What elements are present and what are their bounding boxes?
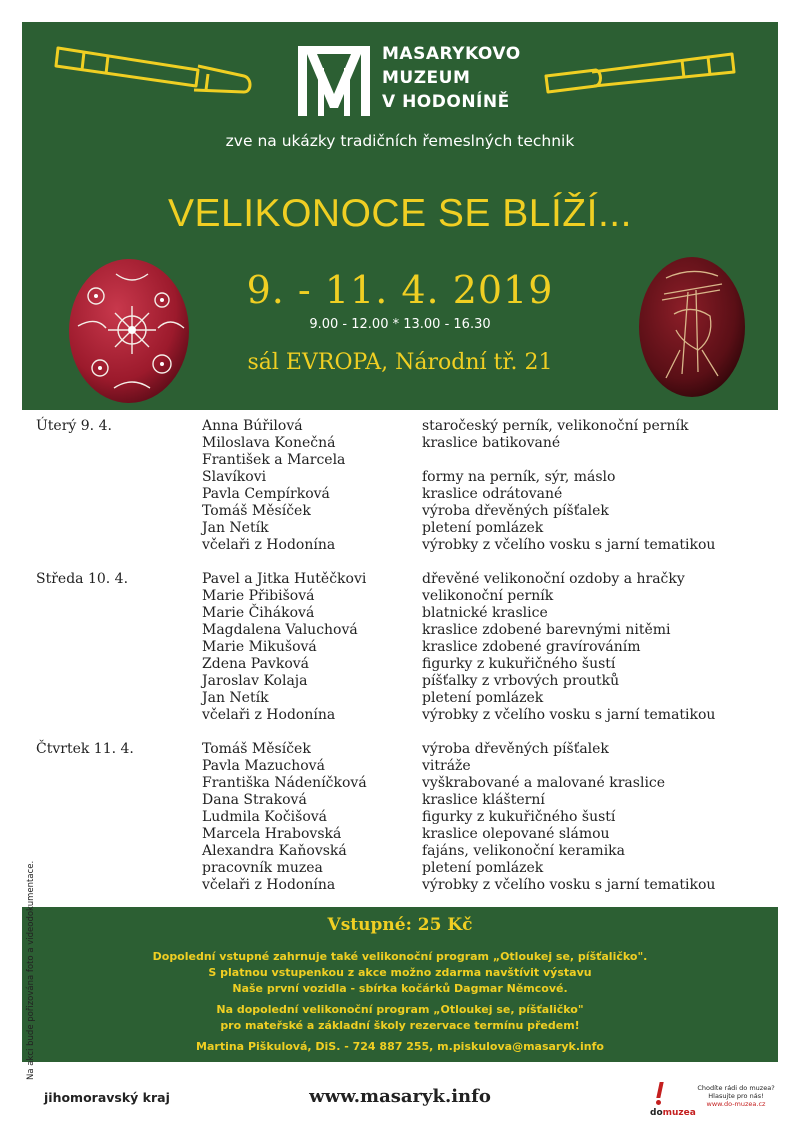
artisan-name: Jan Netík — [202, 520, 269, 536]
program-note — [22, 949, 778, 997]
craft-description: výroba dřevěných píšťalek — [422, 503, 609, 519]
artisan-name: Alexandra Kaňovská — [202, 843, 347, 859]
table-row — [22, 741, 778, 758]
table-row — [22, 452, 778, 469]
table-row — [22, 588, 778, 605]
event-venue: sál EVROPA, Národní tř. 21 — [247, 350, 553, 375]
event-hours: 9.00 - 12.00 * 13.00 - 16.30 — [309, 317, 491, 332]
artisan-name: Marie Čiháková — [202, 605, 315, 621]
table-row — [22, 418, 778, 435]
program-note-line-3: Naše první vozidla - sbírka kočárků Dagmar Němcové. — [232, 982, 568, 995]
artisan-name: Marcela Hrabovská — [202, 826, 342, 842]
table-row — [22, 877, 778, 894]
artisan-name: Ludmila Kočišová — [202, 809, 328, 825]
event-title: VELIKONOCE SE BLÍŽÍ... — [168, 192, 632, 235]
table-row — [22, 758, 778, 775]
craft-description: pletení pomlázek — [422, 690, 544, 706]
table-row — [22, 537, 778, 554]
table-row — [22, 656, 778, 673]
craft-description: velikonoční perník — [422, 588, 554, 604]
craft-description: vitráže — [422, 758, 471, 774]
artisan-name: Jaroslav Kolaja — [202, 673, 308, 689]
table-row — [22, 843, 778, 860]
craft-description: kraslice olepované slámou — [422, 826, 610, 842]
table-row — [22, 571, 778, 588]
table-row — [22, 469, 778, 486]
craft-description: dřevěné velikonoční ozdoby a hračky — [422, 571, 685, 587]
artisan-name: Zdena Pavková — [202, 656, 310, 672]
museum-name-line-3: V HODONÍNĚ — [382, 92, 510, 112]
artisan-name: Marie Mikušová — [202, 639, 317, 655]
do-muzea-tagline — [696, 1084, 776, 1108]
do-muzea-tagline-line-1: Chodíte rádi do muzea? — [697, 1084, 775, 1092]
reservation-note — [22, 1002, 778, 1034]
craft-description: pletení pomlázek — [422, 860, 544, 876]
craft-description: výrobky z včelího vosku s jarní tematikou — [422, 877, 716, 893]
craft-description: kraslice klášterní — [422, 792, 545, 808]
table-row — [22, 486, 778, 503]
artisan-name: včelaři z Hodonína — [202, 707, 336, 723]
day-label: Středa 10. 4. — [36, 571, 129, 587]
do-muzea-logo-icon — [644, 1082, 704, 1110]
table-row — [22, 673, 778, 690]
invite-text: zve na ukázky tradičních řemeslných technik — [225, 132, 575, 150]
poster — [22, 22, 778, 1062]
decorated-egg-left-icon — [66, 256, 192, 406]
program-note-line-2: S platnou vstupenkou z akce možno zdarma navštívit výstavu — [208, 966, 592, 979]
museum-logo-icon — [294, 42, 374, 118]
artisan-name: včelaři z Hodonína — [202, 877, 336, 893]
table-row — [22, 520, 778, 537]
craft-description: pletení pomlázek — [422, 520, 544, 536]
artisan-name: pracovník muzea — [202, 860, 323, 876]
artisan-name: Slavíkovi — [202, 469, 267, 485]
schedule-day-thursday — [22, 741, 778, 894]
craft-description: kraslice batikované — [422, 435, 561, 451]
artisan-name: Magdalena Valuchová — [202, 622, 358, 638]
reservation-note-line-2: pro mateřské a základní školy rezervace termínu předem! — [220, 1019, 580, 1032]
contact-line: Martina Piškulová, DiS. - 724 887 255, m.piskulova@masaryk.info — [196, 1040, 604, 1053]
artisan-name: Františka Nádeníčková — [202, 775, 367, 791]
do-muzea-site[interactable]: www.do-muzea.cz — [706, 1100, 766, 1108]
artisan-name: František a Marcela — [202, 452, 346, 468]
craft-description: kraslice odrátované — [422, 486, 563, 502]
craft-description: vyškrabované a malované kraslice — [422, 775, 666, 791]
craft-description: formy na perník, sýr, máslo — [422, 469, 616, 485]
museum-name-line-1: MASARYKOVO — [382, 44, 521, 64]
artisan-name: včelaři z Hodonína — [202, 537, 336, 553]
craft-description: fajáns, velikonoční keramika — [422, 843, 625, 859]
schedule-day-wednesday — [22, 571, 778, 724]
schedule-table — [22, 410, 778, 907]
craft-description: píšťalky z vrbových proutků — [422, 673, 620, 689]
artisan-name: Miloslava Konečná — [202, 435, 336, 451]
schedule-day-tuesday — [22, 418, 778, 554]
craft-description: figurky z kukuřičného šustí — [422, 656, 616, 672]
artisan-name: Pavel a Jitka Hutěčkovi — [202, 571, 367, 587]
do-muzea-label — [650, 1108, 696, 1118]
table-row — [22, 435, 778, 452]
program-note-line-1: Dopolední vstupné zahrnuje také velikonoční program „Otloukej se, píšťaličko". — [152, 950, 648, 963]
craft-description: blatnické kraslice — [422, 605, 548, 621]
decorated-egg-right-icon — [636, 254, 748, 400]
craft-description: výrobky z včelího vosku s jarní tematikou — [422, 707, 716, 723]
artisan-name: Tomáš Měsíček — [202, 503, 311, 519]
reservation-note-line-1: Na dopolední velikonoční program „Otloukej se, píšťaličko" — [216, 1003, 584, 1016]
region-logo: jihomoravský kraj — [44, 1090, 170, 1105]
table-row — [22, 826, 778, 843]
museum-name — [382, 42, 521, 114]
artisan-name: Dana Straková — [202, 792, 307, 808]
artisan-name: Jan Netík — [202, 690, 269, 706]
artisan-name: Pavla Mazuchová — [202, 758, 325, 774]
whistle-left-icon — [48, 36, 258, 100]
do-muzea-label-a: do — [650, 1108, 663, 1118]
table-row — [22, 860, 778, 877]
craft-description: kraslice zdobené gravírováním — [422, 639, 641, 655]
recording-notice: Na akci bude pořizována foto a videodokumentace. — [26, 860, 36, 1080]
craft-description: výroba dřevěných píšťalek — [422, 741, 609, 757]
whistle-right-icon — [532, 36, 742, 100]
day-label: Čtvrtek 11. 4. — [36, 741, 134, 757]
table-row — [22, 605, 778, 622]
admission-price: Vstupné: 25 Kč — [327, 915, 473, 935]
website-url[interactable]: www.masaryk.info — [309, 1086, 491, 1107]
craft-description: figurky z kukuřičného šustí — [422, 809, 616, 825]
do-muzea-label-b: muzea — [662, 1108, 696, 1118]
table-row — [22, 792, 778, 809]
table-row — [22, 503, 778, 520]
table-row — [22, 809, 778, 826]
artisan-name: Marie Přibišová — [202, 588, 315, 604]
event-dates: 9. - 11. 4. 2019 — [246, 268, 554, 312]
artisan-name: Pavla Cempírková — [202, 486, 330, 502]
table-row — [22, 775, 778, 792]
artisan-name: Tomáš Měsíček — [202, 741, 311, 757]
museum-name-line-2: MUZEUM — [382, 68, 471, 88]
craft-description: kraslice zdobené barevnými nitěmi — [422, 622, 671, 638]
table-row — [22, 690, 778, 707]
day-label: Úterý 9. 4. — [36, 418, 112, 434]
table-row — [22, 639, 778, 656]
table-row — [22, 707, 778, 724]
craft-description: staročeský perník, velikonoční perník — [422, 418, 689, 434]
do-muzea-tagline-line-2: Hlasujte pro nás! — [708, 1092, 764, 1100]
craft-description: výrobky z včelího vosku s jarní tematikou — [422, 537, 716, 553]
table-row — [22, 622, 778, 639]
artisan-name: Anna Búřilová — [202, 418, 303, 434]
